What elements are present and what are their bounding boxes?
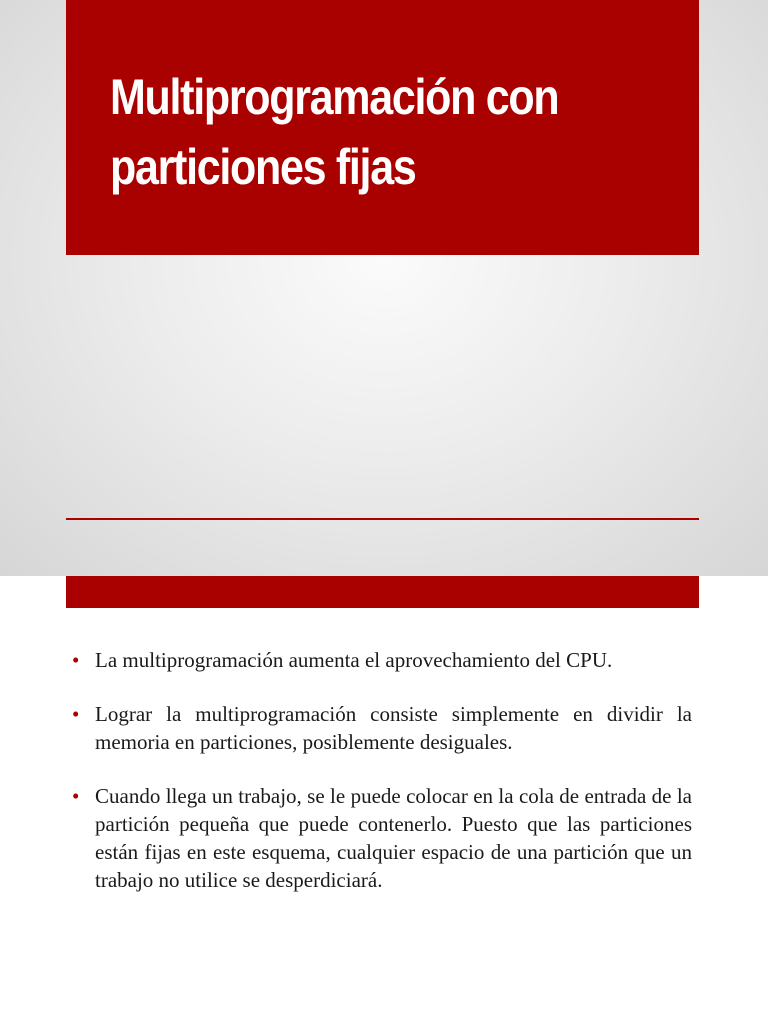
bullet-marker: • — [72, 784, 80, 808]
bullet-item — [72, 700, 692, 756]
bullet-text: Lograr la multiprogramación consiste simplemente en dividir la memoria en particiones, posiblemente desiguales. — [95, 702, 692, 754]
slide-title: Multiprogramación con particiones fijas — [110, 69, 559, 195]
bullet-text: Cuando llega un trabajo, se le puede colocar en la cola de entrada de la partición pequeña que puede contenerlo. Puesto que las particiones están fijas en este esquema, cualquier espacio de una partición que un trabajo no utilice se desperdiciará. — [95, 784, 692, 892]
bullet-marker: • — [72, 648, 80, 672]
bullet-text: La multiprogramación aumenta el aprovechamiento del CPU. — [95, 648, 613, 672]
bullet-item — [72, 646, 692, 674]
accent-band — [66, 576, 699, 608]
title-banner — [66, 0, 699, 255]
divider-line — [66, 518, 699, 520]
bullet-list — [72, 646, 692, 920]
bullet-marker: • — [72, 702, 80, 726]
bullet-item — [72, 782, 692, 894]
